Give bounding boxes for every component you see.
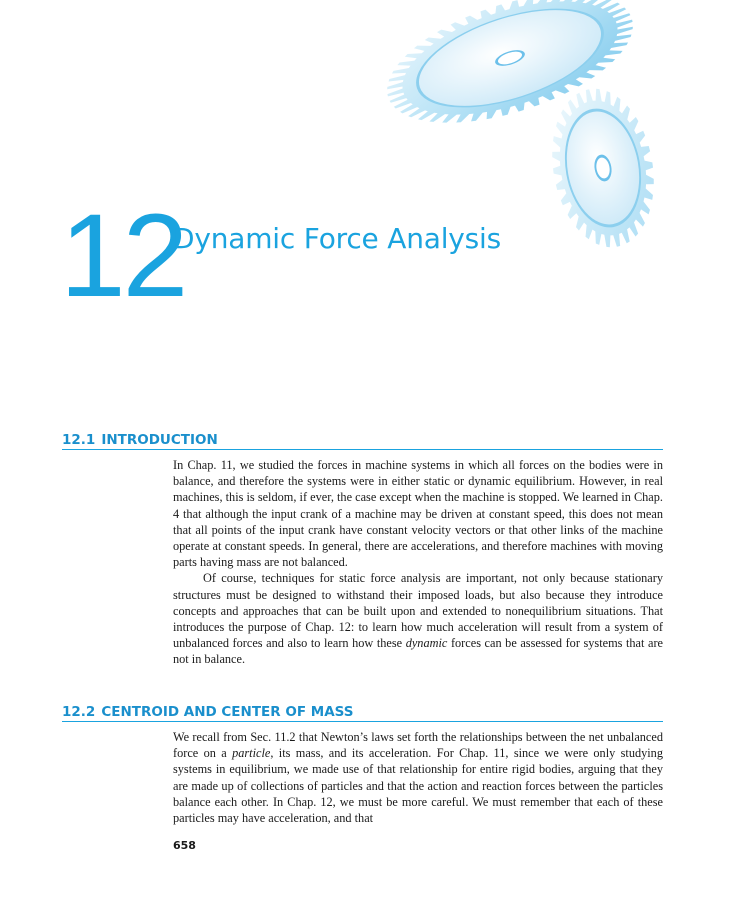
paragraph <box>173 729 663 826</box>
chapter-number: 12 <box>60 190 186 322</box>
section-number: 12.1 <box>62 432 96 448</box>
section-heading-centroid <box>62 704 663 722</box>
centroid-body <box>173 729 663 826</box>
section-title: INTRODUCTION <box>101 432 218 448</box>
text-run: forces can be assessed for systems that are not in balance. <box>173 636 663 667</box>
emphasis: particle <box>232 746 271 761</box>
section-heading-introduction <box>62 432 663 450</box>
emphasis: dynamic <box>405 636 448 651</box>
text-run: Of course, techniques for static force analysis are important, not only because stationary structures must be designed to withstand their imposed loads, but also because they introduce concepts and approaches that can be built upon and extended to nonequilibrium situations. That introduces the purpose of Chap. 12: to learn how much acceleration will result from a system of unbalanced forces and also to learn how these <box>173 571 663 651</box>
section-number: 12.2 <box>62 704 96 720</box>
text-run: , its mass, and its acceleration. For Chap. 11, since we were only studying systems in equilibrium, we made use of that relationship for entire rigid bodies, arguing that they are made up of collections of particles and that the action and reaction forces between the particles balance each other. In Chap. 12, we must be more careful. We must remember that each of these particles may have acceleration, and that <box>173 746 663 826</box>
text-run: We recall from Sec. 11.2 that Newton’s laws set forth the relationships between the net unbalanced force on a <box>173 730 663 761</box>
section-title: CENTROID AND CENTER OF MASS <box>101 704 354 720</box>
small-gear-icon <box>540 81 665 256</box>
chapter-title: Dynamic Force Analysis <box>173 222 502 255</box>
page-number: 658 <box>173 839 196 852</box>
paragraph: In Chap. 11, we studied the forces in machine systems in which all forces on the bodies were in balance, and therefore the systems were in either static or dynamic equilibrium. However, in real machines, this is seldom, if ever, the case except when the machine is stopped. We learned in Chap. 4 that although the input crank of a machine may be driven at constant speed, this does not mean that all points of the input crank have constant velocity vectors or that other links of the machine operate at constant speeds. In general, there are accelerations, and therefore machines with moving parts having mass are not balanced. <box>173 458 663 570</box>
introduction-body <box>173 457 663 668</box>
paragraph <box>173 570 663 667</box>
